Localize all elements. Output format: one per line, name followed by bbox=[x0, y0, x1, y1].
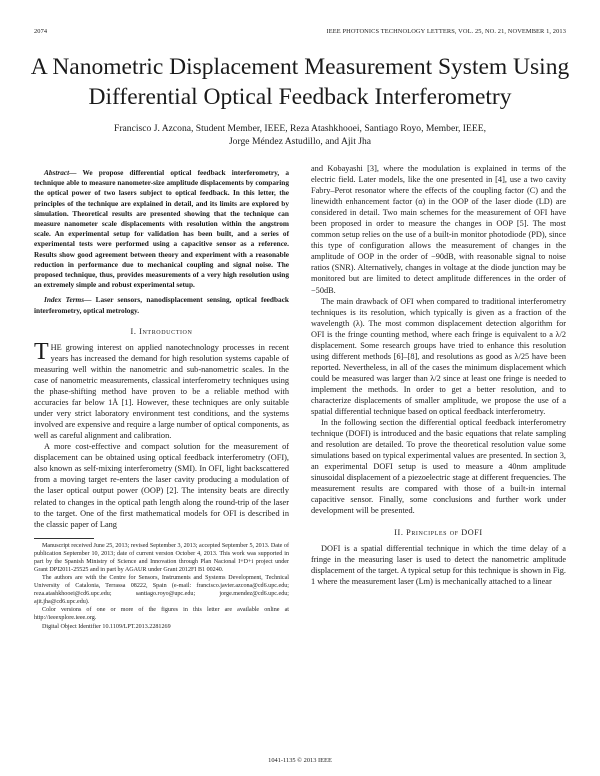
page-number: 2074 bbox=[34, 28, 48, 35]
index-terms-lead: Index Terms bbox=[44, 295, 85, 305]
abstract bbox=[34, 168, 289, 290]
drop-cap: T bbox=[34, 338, 49, 365]
section-1-title: I. Introduction bbox=[130, 326, 193, 336]
paper-title: A Nanometric Displacement Measurement System Using Differential Optical Feedback Interferometry bbox=[30, 54, 570, 110]
body-paragraph-drawback: The main drawback of OFI when compared to traditional interferometry techniques is its resolution, which typically is given as a fraction of the wavelength (λ). The most common displacement detection algorithm for OFI is the fringe counting method, where each fringe is equivalent to a λ/2 displacement. Some research groups have tried to enhance this resolution using different methods [6]–[8], and resolutions as good as λ/25 have been reported. Nevertheless, in all of the cases the minimum displacement which could be measured was larger than λ/2 since at least one fringe is needed to implement the methods. In order to get a better resolution, and to characterize displacements of smaller amplitude, we propose the use of a spatial differential technique based on optical feedback interferometry. bbox=[311, 296, 566, 417]
footnote-affiliation: The authors are with the Centre for Sensors, Instruments and Systems Development, Technical University of Catalonia, Terrassa 08222, Spain (e-mail: francisco.javier.azcona@cd6.upc.edu; reza.atashkhooei@cd6.upc.edu; santiago.royo@upc.edu; jorge.mendez@cd6.upc.edu; ajit.jha@cd6.upc.edu). bbox=[34, 575, 289, 606]
abstract-lead: Abstract bbox=[44, 168, 70, 177]
footnote-doi: Digital Object Identifier 10.1109/LPT.2013.2281269 bbox=[42, 623, 171, 630]
intro-paragraph-2: A more cost-effective and compact solution for the measurement of displacement can be obtained using optical feedback interferometry (OFI), also known as self-mixing interferometry (SMI). In OFI, light backscattered from a moving target re-enters the laser cavity producing a modulation of the laser optical output power (OOP) [2]. The intensity beats are directly related to changes in the optical path length along the round-trip of the laser to the target. One of the first mathematical models for OFI is described in the classic paper of Lang bbox=[34, 442, 289, 529]
body-paragraph-continuation: and Kobayashi [3], where the modulation is explained in terms of the electric field. Later models, like the one presented in [4], use a two cavity Fabry–Perot resonator where the effects of the coupling factor (C) and the linewidth enhancement factor (α) in the OOP of the laser diode (LD) are considered in detail. Two main schemes for the measurement of OFI have been proposed in order to measure the changes in OOP [5]. The most common setup relies on the use of a built-in monitor photodiode (PD), since this type of configuration allows the measurement of changes in the amplitude of OOP in the order of −90dB, with reasonable signal to noise ratios (SNR). Alternatively, changes in voltage at the diode junction may be monitored but are limited to detect amplitude differences in the order of −50dB. bbox=[311, 164, 566, 295]
intro-paragraph-1 bbox=[34, 338, 289, 441]
footnote-manuscript: Manuscript received June 25, 2013; revised September 3, 2013; accepted September 5, 2013. Date of publication September 10, 2013; date of current version October 4, 2013. This work was supported in part by the Spanish Ministry of Science and Innovation through Plan Nacional I+D+i project under Grant DPI2011-25525 and in part by AGAUR under Grant 2012FI B1 00240. bbox=[34, 542, 289, 573]
body-paragraph-outline: In the following section the differential optical feedback interferometry technique (DOFI) is introduced and the basic equations that relate sampling and resolution are detailed. To prove the theoretical resolution value some simulations based on typical experimental values are presented. In section 3, an experimental DOFI setup is used to measure a 40nm amplitude sinusoidal displacement of a piezoelectric stage at different frequencies. The measurement results are compared with those of a built-in internal capacitive sensor. Finally, some conclusions and further work under development will be presented. bbox=[311, 418, 566, 516]
body-paragraph-dofi: DOFI is a spatial differential technique in which the time delay of a fringe in the measuring laser is used to detect the nanometric amplitude displacement of the target. A typical setup for this technique is shown in Fig. 1 where the measurement laser (Lm) is mechanically attached to a linear bbox=[311, 543, 566, 586]
abstract-text: — We propose differential optical feedback interferometry, a technique able to measure nanometer-size amplitude displacements by comparing the optical power of two lasers subject to optical feedback. In this letter, the principles of the technique are explained in detail, and its limits are explored by simulation. Theoretical results are presented showing that the technique can measure nanometer scale displacements with resolution within the angstrom scale. An experimental setup for validation has been built, and a series of experimental tests were performed using a capacitive sensor as a reference. Results show good agreement between theory and experiment with a reasonable reduction in performance due to mechanical coupling and signal noise. The proposed technique, thus, provides measurements of a very high resolution using an extremely simple and robust experimental setup. bbox=[34, 168, 289, 290]
index-terms-text: — Laser sensors, nanodisplacement sensing, optical feedback interferometry, optical metrology. bbox=[34, 295, 289, 315]
footnote-color-versions: Color versions of one or more of the figures in this letter are available online at http://ieeexplore.ieee.org. bbox=[34, 607, 289, 622]
left-column bbox=[34, 163, 289, 631]
author-list bbox=[60, 122, 540, 148]
index-terms bbox=[34, 295, 289, 315]
right-column bbox=[311, 163, 566, 587]
journal-header: IEEE PHOTONICS TECHNOLOGY LETTERS, VOL. 25, NO. 21, NOVEMBER 1, 2013 bbox=[326, 28, 566, 35]
copyright-footer: 1041-1135 © 2013 IEEE bbox=[268, 757, 332, 764]
footnote-divider bbox=[34, 538, 94, 539]
author-line-1: Francisco J. Azcona, Student Member, IEEE, Reza Atashkhooei, Santiago Royo, Member, IEEE, bbox=[114, 123, 486, 134]
author-line-2: Jorge Méndez Astudillo, and Ajit Jha bbox=[228, 136, 372, 147]
section-2-title: II. Principles of DOFI bbox=[394, 527, 483, 537]
intro-paragraph-1-text: HE growing interest on applied nanotechnology processes in recent years has increased the demand for high resolution systems capable of measuring well within the nanometric and sub-nanometric scales. In the case of nanometric measurements, classical interferometry techniques using the phase-shifting method have proven to be a reliable method with accuracies far below 1Å [1]. However, these techniques are only suitable under very strict laboratory environment test conditions, and the systems involved are expensive and require a large number of optical components, as well as careful alignment and calibration. bbox=[34, 342, 289, 441]
